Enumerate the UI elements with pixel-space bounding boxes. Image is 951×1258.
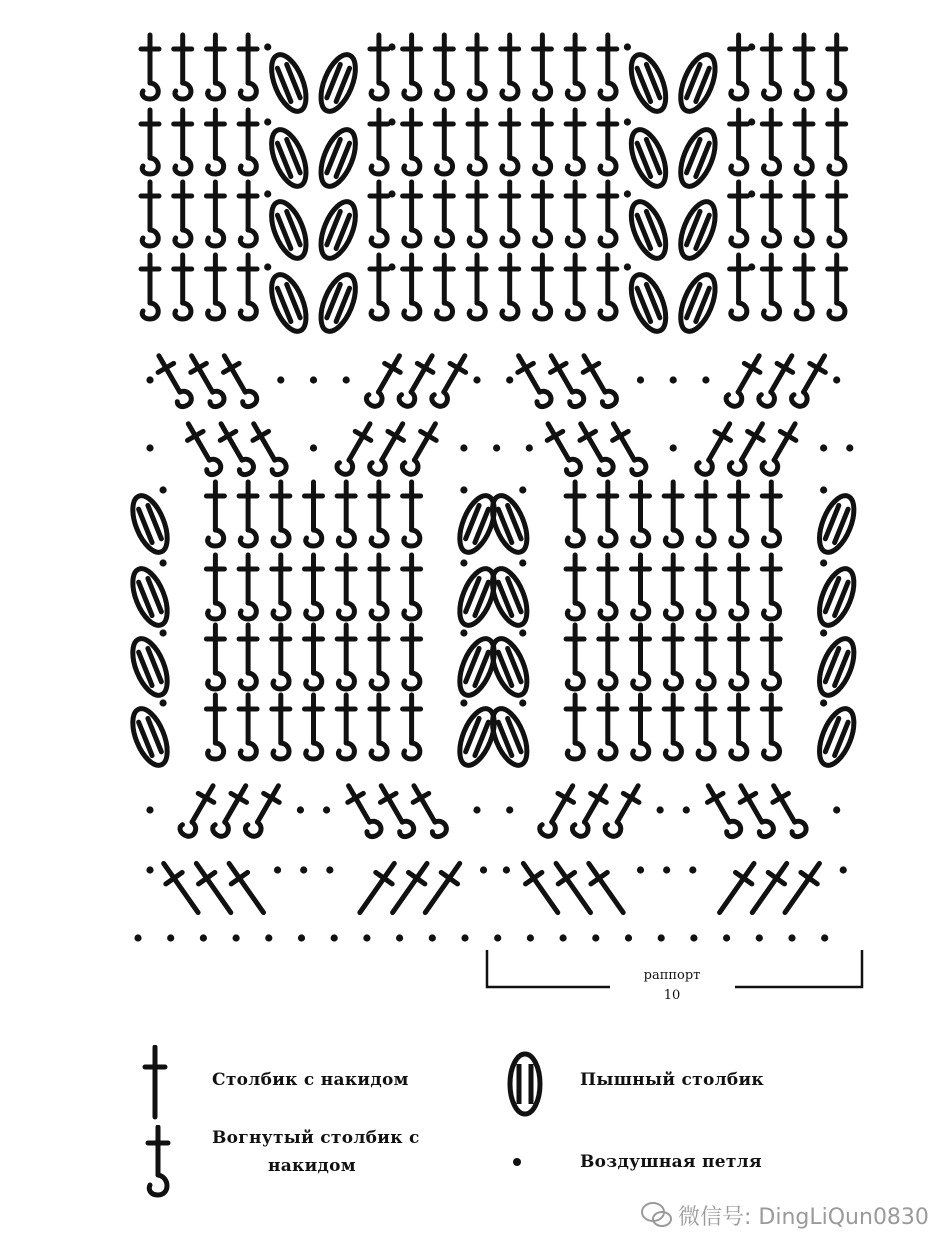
legend-bent-treble-label-line1: Вогнутый столбик с xyxy=(212,1128,420,1148)
watermark-text: 微信号: DingLiQun0830 xyxy=(678,1205,929,1230)
rapport-label: раппорт xyxy=(643,968,701,983)
rapport-count: 10 xyxy=(663,988,681,1003)
legend-chain-icon xyxy=(505,1150,529,1174)
legend-puff-label: Пышный столбик xyxy=(580,1070,765,1090)
wechat-logo-icon xyxy=(640,1200,674,1230)
legend-bent-treble-label-line2: накидом xyxy=(268,1156,356,1176)
legend-treble-icon xyxy=(140,1045,170,1125)
legend-bent-treble-icon xyxy=(140,1125,180,1205)
legend-treble-label: Столбик с накидом xyxy=(212,1070,409,1090)
legend-chain-label: Воздушная петля xyxy=(580,1152,762,1172)
legend-puff-icon xyxy=(500,1048,550,1128)
